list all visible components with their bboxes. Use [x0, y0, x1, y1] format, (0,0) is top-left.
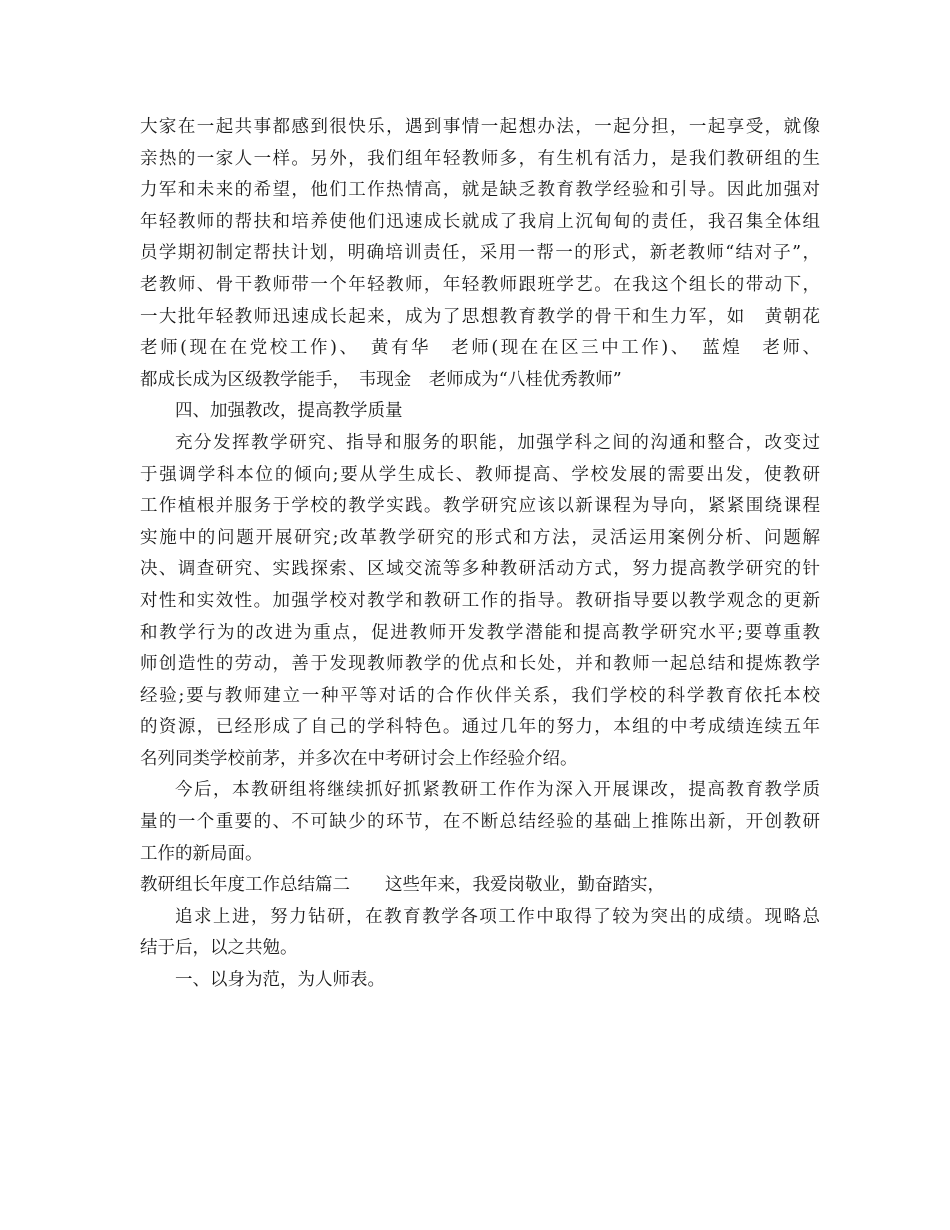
text-line: 结于后，以之共勉。 [140, 938, 298, 959]
text-line: 名列同类学校前茅，并多次在中考研讨会上作经验介绍。 [140, 748, 578, 769]
text-line: 工作植根并服务于学校的教学实践。教学研究应该以新课程为导向，紧紧围绕课程 [140, 496, 820, 517]
text-line: 实施中的问题开展研究;改革教学研究的形式和方法，灵活运用案例分析、问题解 [140, 527, 820, 548]
text-line: 今后，本教研组将继续抓好抓紧教研工作作为深入开展课改，提高教育教学质 [175, 780, 820, 801]
text-line: 决、调查研究、实践探索、区域交流等多种教研活动方式，努力提高教学研究的针 [140, 559, 820, 580]
text-line: 老师(现在在党校工作)、 黄有华 老师(现在在区三中工作)、 蓝煌 老师、 [140, 338, 820, 359]
text-line: 四、加强教改，提高教学质量 [175, 401, 403, 422]
text-line: 经验;要与教师建立一种平等对话的合作伙伴关系，我们学校的科学教育依托本校 [140, 685, 820, 706]
document-body [140, 112, 820, 997]
text-line: 和教学行为的改进为重点，促进教师开发教学潜能和提高教学研究水平;要尊重教 [140, 622, 820, 643]
text-line: 充分发挥教学研究、指导和服务的职能，加强学科之间的沟通和整合，改变过 [175, 432, 820, 453]
text-line: 亲热的一家人一样。另外，我们组年轻教师多，有生机有活力，是我们教研组的生 [140, 148, 820, 169]
text-line: 员学期初制定帮扶计划，明确培训责任，采用一帮一的形式，新老教师“结对子”， [140, 243, 820, 264]
text-line: 力军和未来的希望，他们工作热情高，就是缺乏教育教学经验和引导。因此加强对 [140, 180, 820, 201]
text-line: 的资源，已经形成了自己的学科特色。通过几年的努力，本组的中考成绩连续五年 [140, 717, 820, 738]
text-line: 一、以身为范，为人师表。 [175, 970, 385, 991]
text-line: 教研组长年度工作总结篇二 这些年来，我爱岗敬业，勤奋踏实， [140, 875, 665, 896]
text-line: 工作的新局面。 [140, 843, 263, 864]
text-line: 于强调学科本位的倾向;要从学生成长、教师提高、学校发展的需要出发，使教研 [140, 464, 820, 485]
text-line: 年轻教师的帮扶和培养使他们迅速成长就成了我肩上沉甸甸的责任，我召集全体组 [140, 211, 820, 232]
text-line: 量的一个重要的、不可缺少的环节，在不断总结经验的基础上推陈出新，开创教研 [140, 812, 820, 833]
text-line: 老教师、骨干教师带一个年轻教师，年轻教师跟班学艺。在我这个组长的带动下， [140, 274, 820, 295]
text-line: 追求上进，努力钻研，在教育教学各项工作中取得了较为突出的成绩。现略总 [175, 906, 820, 927]
text-line: 对性和实效性。加强学校对教学和教研工作的指导。教研指导要以教学观念的更新 [140, 590, 820, 611]
text-line: 都成长成为区级教学能手， 韦现金 老师成为“八桂优秀教师” [140, 369, 622, 390]
text-line: 大家在一起共事都感到很快乐，遇到事情一起想办法，一起分担，一起享受，就像 [140, 117, 820, 137]
text-line: 一大批年轻教师迅速成长起来，成为了思想教育教学的骨干和生力军，如 黄朝花 [140, 306, 820, 327]
text-line: 师创造性的劳动，善于发现教师教学的优点和长处，并和教师一起总结和提炼教学 [140, 654, 820, 675]
